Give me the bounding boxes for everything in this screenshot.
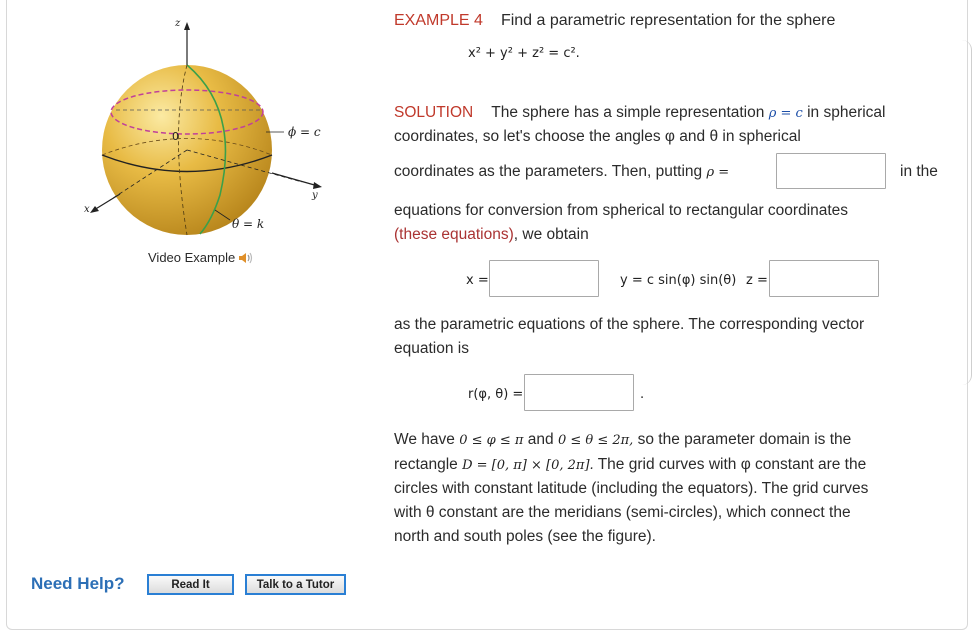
- r-eq-period: .: [640, 387, 645, 402]
- speaker-icon: [238, 251, 254, 265]
- solution-line-1: [394, 101, 886, 126]
- solution-text-3-end: in the: [900, 163, 938, 180]
- conclusion-line-3: circles with constant latitude (including the equators). The grid curves: [394, 480, 869, 497]
- solution-label: SOLUTION: [394, 104, 474, 121]
- need-help-label: Need Help?: [31, 574, 125, 593]
- solution-line-5: [394, 223, 589, 247]
- sphere-figure: [80, 10, 360, 250]
- theta-label: θ = k: [232, 217, 265, 231]
- phi-label: ϕ = c: [288, 125, 321, 139]
- r-eq-label: r(φ, θ) =: [468, 387, 524, 402]
- axis-y-label: y: [312, 190, 318, 201]
- solution-text-3: coordinates as the parameters. Then, putting: [394, 163, 703, 180]
- phi-range: 0 ≤ φ ≤ π: [459, 433, 524, 448]
- rho-equals-c: ρ = c: [768, 106, 803, 121]
- conclusion-text-1a: We have: [394, 431, 455, 448]
- talk-to-tutor-button[interactable]: Talk to a Tutor: [245, 574, 346, 595]
- solution-text-1-end: in spherical: [807, 104, 886, 121]
- video-example-label: Video Example: [148, 250, 236, 265]
- scrollbar-edge: [962, 40, 972, 385]
- conclusion-line-5: north and south poles (see the figure).: [394, 528, 656, 545]
- example-header: [394, 12, 835, 30]
- rho-answer-field[interactable]: [776, 153, 886, 189]
- x-eq-label: x =: [466, 273, 489, 288]
- origin-label: 0: [172, 130, 179, 143]
- read-it-button[interactable]: Read It: [147, 574, 234, 595]
- domain-rectangle: D = [0, π] × [0, 2π].: [462, 458, 594, 473]
- conclusion-text-1b: so the parameter domain is the: [637, 431, 852, 448]
- conclusion-and: and: [527, 431, 554, 448]
- z-eq-label: z =: [746, 273, 768, 288]
- solution-text-1: The sphere has a simple representation: [491, 104, 765, 121]
- solution-line-2: coordinates, so let's choose the angles φ and θ in spherical: [394, 128, 801, 145]
- conclusion-line-2: [394, 453, 866, 478]
- example-label: EXAMPLE 4: [394, 12, 483, 29]
- after-equations-line-2: equation is: [394, 340, 469, 357]
- axis-x-label: x: [84, 204, 90, 215]
- theta-range: 0 ≤ θ ≤ 2π,: [557, 433, 634, 448]
- solution-text-5-end: , we obtain: [513, 226, 589, 243]
- z-answer-field[interactable]: [769, 260, 879, 297]
- conclusion-line-4: with θ constant are the meridians (semi-circles), which connect the: [394, 504, 851, 521]
- conclusion-text-2a: rectangle: [394, 456, 458, 473]
- solution-line-3: [394, 160, 729, 185]
- rho-prefix: ρ =: [706, 165, 730, 180]
- r-answer-field[interactable]: [524, 374, 634, 411]
- solution-line-4: equations for conversion from spherical to rectangular coordinates: [394, 202, 849, 219]
- conclusion-line-1: [394, 428, 851, 453]
- y-equation: y = c sin(φ) sin(θ): [620, 273, 737, 288]
- axis-z-label: z: [175, 18, 181, 29]
- after-equations-line-1: as the parametric equations of the sphere. The corresponding vector: [394, 316, 865, 333]
- conclusion-text-2b: The grid curves with φ constant are the: [597, 456, 867, 473]
- these-equations-link[interactable]: (these equations): [394, 226, 514, 243]
- example-text: Find a parametric representation for the sphere: [500, 12, 836, 29]
- video-example-link[interactable]: [148, 250, 254, 265]
- x-answer-field[interactable]: [489, 260, 599, 297]
- sphere-equation: x² + y² + z² = c².: [468, 46, 580, 61]
